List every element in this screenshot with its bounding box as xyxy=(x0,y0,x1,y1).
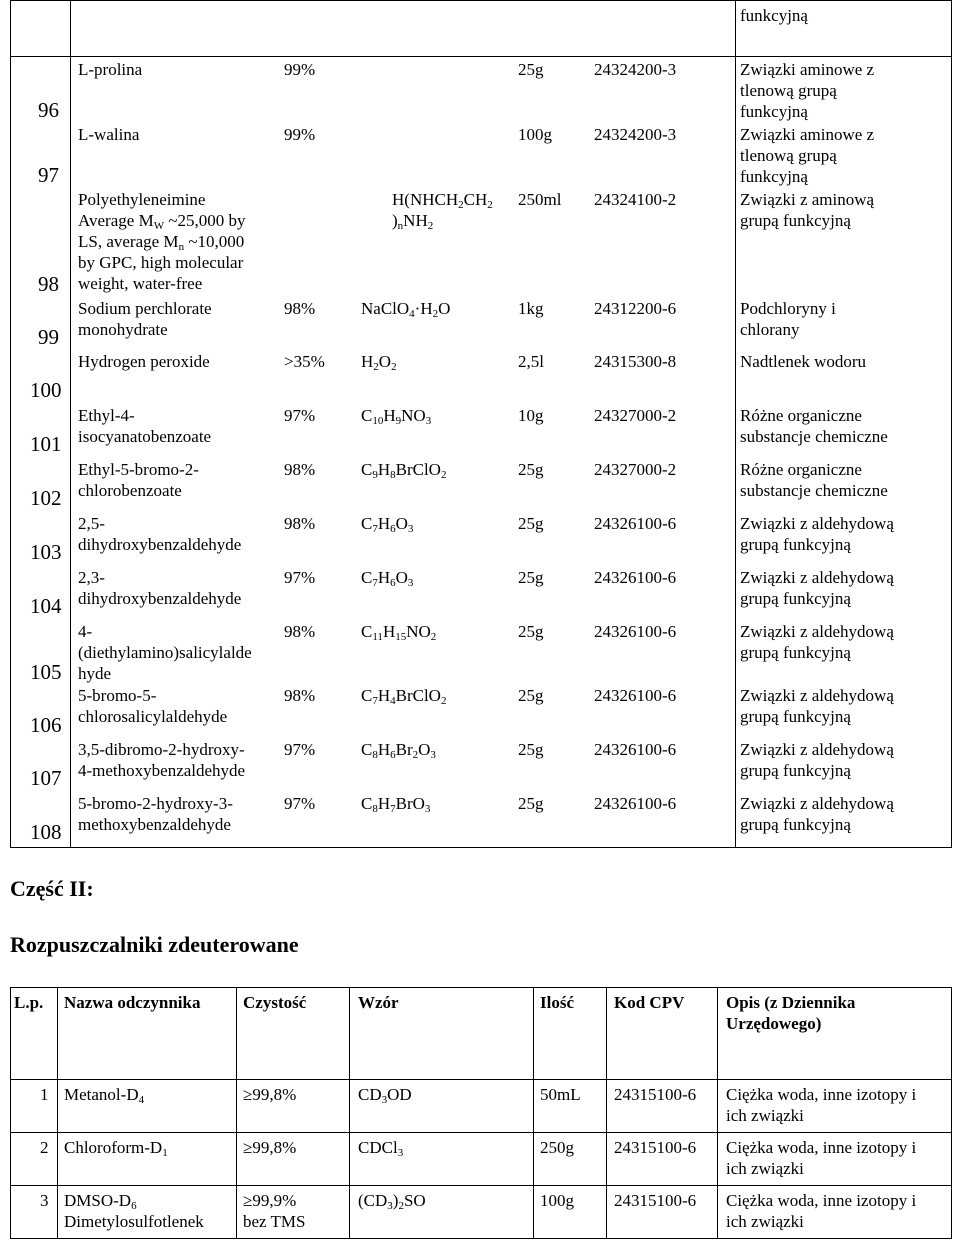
cpv-code: 24326100-6 xyxy=(594,740,677,759)
reagent-name: 2,5- dihydroxybenzaldehyde xyxy=(78,514,242,554)
table1-bottom-border xyxy=(10,847,952,848)
quantity: 25g xyxy=(518,60,544,79)
table2-row-border xyxy=(10,1185,952,1186)
header-formula: Wzór xyxy=(358,993,399,1012)
part-title: Część II: xyxy=(10,876,94,901)
chemical-formula: $CD_3OD$ xyxy=(358,1085,412,1106)
chemical-formula: $(CD_3)_2SO$ xyxy=(358,1191,426,1212)
description: Ciężka woda, inne izotopy i ich związki xyxy=(726,1138,917,1178)
table1-right-border xyxy=(951,0,952,848)
table1-col-divider xyxy=(735,0,736,848)
cpv-code: 24315100-6 xyxy=(614,1085,697,1104)
quantity: 250g xyxy=(540,1138,574,1157)
chemical-formula: $C_8H_7BrO_3$ xyxy=(361,794,431,815)
chemical-formula: $C_9H_8BrClO_2$ xyxy=(361,460,447,481)
chemical-formula: $C_7H_4BrClO_2$ xyxy=(361,686,447,707)
table1-header-border xyxy=(10,56,952,57)
description: Ciężka woda, inne izotopy i ich związki xyxy=(726,1191,917,1231)
purity: ≥99,8% xyxy=(243,1138,297,1157)
cpv-code: 24315100-6 xyxy=(614,1191,697,1210)
purity: 98% xyxy=(284,514,316,533)
row-number: 107 xyxy=(30,766,62,790)
description: Podchloryny i chlorany xyxy=(740,299,836,339)
cpv-code: 24326100-6 xyxy=(594,568,677,587)
row-number: 99 xyxy=(38,325,59,349)
row-number: 1 xyxy=(40,1085,49,1104)
header-lp: L.p. xyxy=(14,993,44,1012)
purity: 98% xyxy=(284,299,316,318)
cpv-code: 24324200-3 xyxy=(594,125,677,144)
header-description: Opis (z Dziennika Urzędowego) xyxy=(726,993,856,1033)
quantity: 250ml xyxy=(518,190,562,209)
quantity: 25g xyxy=(518,794,544,813)
cpv-code: 24315100-6 xyxy=(614,1138,697,1157)
table2-col-divider xyxy=(236,987,237,1239)
cpv-code: 24326100-6 xyxy=(594,686,677,705)
cpv-code: 24327000-2 xyxy=(594,406,677,425)
description: Różne organiczne substancje chemiczne xyxy=(740,406,888,446)
cpv-code: 24312200-6 xyxy=(594,299,677,318)
purity: 99% xyxy=(284,60,316,79)
reagent-name: 3,5-dibromo-2-hydroxy- 4-methoxybenzaldehyde xyxy=(78,740,246,780)
reagent-name: L-prolina xyxy=(78,60,143,79)
row-number: 108 xyxy=(30,820,62,844)
quantity: 25g xyxy=(518,460,544,479)
quantity: 2,5l xyxy=(518,352,544,371)
description: Związki z aldehydową grupą funkcyjną xyxy=(740,686,894,726)
chemical-formula: CDCl$_3$ xyxy=(358,1138,404,1159)
chemical-formula: $C_8H_6Br_2O_3$ xyxy=(361,740,436,761)
reagent-name: DMSO-$D_6$ Dimetylosulfotlenek xyxy=(64,1191,204,1231)
table2-top-border xyxy=(10,987,952,988)
purity: 97% xyxy=(284,740,316,759)
table1-col-divider xyxy=(70,0,71,848)
quantity: 100g xyxy=(518,125,552,144)
purity: 98% xyxy=(284,460,316,479)
cpv-code: 24326100-6 xyxy=(594,622,677,641)
header-purity: Czystość xyxy=(243,993,307,1012)
chemical-formula: $NaClO_4\cdot H_2O$ xyxy=(361,299,451,320)
header-cpv: Kod CPV xyxy=(614,993,685,1012)
purity: >35% xyxy=(284,352,325,371)
description: Związki z aldehydową grupą funkcyjną xyxy=(740,514,894,554)
row-number: 97 xyxy=(38,163,59,187)
table2-col-divider xyxy=(349,987,350,1239)
chemical-formula: $H_2O_2$ xyxy=(361,352,397,373)
row-number: 102 xyxy=(30,486,62,510)
row-number: 100 xyxy=(30,378,62,402)
quantity: 100g xyxy=(540,1191,574,1210)
section-subtitle: Rozpuszczalniki zdeuterowane xyxy=(10,932,299,957)
row-number: 106 xyxy=(30,713,62,737)
quantity: 25g xyxy=(518,622,544,641)
table1-top-border xyxy=(10,0,952,1)
table2-col-divider xyxy=(606,987,607,1239)
reagent-name: Hydrogen peroxide xyxy=(78,352,210,371)
description: Związki z aminową grupą funkcyjną xyxy=(740,190,875,230)
table2-col-divider xyxy=(57,987,58,1239)
cpv-code: 24324100-2 xyxy=(594,190,677,209)
purity: 99% xyxy=(284,125,316,144)
chemical-formula: $C_{10}H_9NO_3$ xyxy=(361,406,432,427)
reagent-name: Chloroform-$D_1$ xyxy=(64,1138,168,1159)
table2-col-divider xyxy=(717,987,718,1239)
purity: 97% xyxy=(284,406,316,425)
cpv-code: 24315300-8 xyxy=(594,352,677,371)
description: Związki aminowe z tlenową grupą funkcyjną xyxy=(740,60,875,121)
table2-left-border xyxy=(10,987,11,1239)
table2-row-border xyxy=(10,1079,952,1080)
description: Różne organiczne substancje chemiczne xyxy=(740,460,888,500)
row-number: 96 xyxy=(38,98,59,122)
description: Związki aminowe z tlenową grupą funkcyjną xyxy=(740,125,875,186)
row-number: 105 xyxy=(30,660,62,684)
table1-left-border xyxy=(10,0,11,848)
cpv-code: 24326100-6 xyxy=(594,794,677,813)
chemical-formula: $C_7H_6O_3$ xyxy=(361,568,414,589)
description: Związki z aldehydową grupą funkcyjną xyxy=(740,622,894,662)
quantity: 25g xyxy=(518,514,544,533)
description: Związki z aldehydową grupą funkcyjną xyxy=(740,568,894,608)
reagent-name: Ethyl-4- isocyanatobenzoate xyxy=(78,406,212,446)
purity: 97% xyxy=(284,794,316,813)
description: Ciężka woda, inne izotopy i ich związki xyxy=(726,1085,917,1125)
row-number: 2 xyxy=(40,1138,49,1157)
table2-right-border xyxy=(951,987,952,1239)
header-quantity: Ilość xyxy=(540,993,574,1012)
quantity: 25g xyxy=(518,686,544,705)
purity: ≥99,9% bez TMS xyxy=(243,1191,306,1231)
cpv-code: 24324200-3 xyxy=(594,60,677,79)
header-name: Nazwa odczynnika xyxy=(64,993,201,1012)
description: Nadtlenek wodoru xyxy=(740,352,867,371)
cpv-code: 24326100-6 xyxy=(594,514,677,533)
reagent-name: 4- (diethylamino)salicylalde hyde xyxy=(78,622,252,683)
table2-bottom-border xyxy=(10,1238,952,1239)
purity: 98% xyxy=(284,686,316,705)
row-number: 104 xyxy=(30,594,62,618)
chemical-formula: $C_7H_6O_3$ xyxy=(361,514,414,535)
row-number: 3 xyxy=(40,1191,49,1210)
table2-row-border xyxy=(10,1132,952,1133)
quantity: 10g xyxy=(518,406,544,425)
table2-col-divider xyxy=(533,987,534,1239)
reagent-name: Ethyl-5-bromo-2- chlorobenzoate xyxy=(78,460,199,500)
cpv-code: 24327000-2 xyxy=(594,460,677,479)
reagent-name: 5-bromo-5- chlorosalicylaldehyde xyxy=(78,686,228,726)
quantity: 25g xyxy=(518,568,544,587)
purity: ≥99,8% xyxy=(243,1085,297,1104)
purity: 98% xyxy=(284,622,316,641)
reagent-name: Polyethyleneimine Average $M_W$ ~25,000 by LS, average $M_n$ ~10,000 by GPC, high molecular weight, water-free xyxy=(78,190,246,293)
description: Związki z aldehydową grupą funkcyjną xyxy=(740,740,894,780)
chemical-formula: $H(NHCH_2CH_2$ )$_nNH_2$ xyxy=(392,190,493,232)
continued-description: funkcyjną xyxy=(740,6,808,25)
purity: 97% xyxy=(284,568,316,587)
description: Związki z aldehydową grupą funkcyjną xyxy=(740,794,894,834)
chemical-formula: $C_{11}H_{15}NO_2$ xyxy=(361,622,437,643)
reagent-name: 2,3- dihydroxybenzaldehyde xyxy=(78,568,242,608)
reagent-name: Metanol-$D_4$ xyxy=(64,1085,145,1106)
reagent-name: L-walina xyxy=(78,125,140,144)
row-number: 98 xyxy=(38,272,59,296)
quantity: 1kg xyxy=(518,299,544,318)
quantity: 25g xyxy=(518,740,544,759)
row-number: 101 xyxy=(30,432,62,456)
reagent-name: Sodium perchlorate monohydrate xyxy=(78,299,212,339)
reagent-name: 5-bromo-2-hydroxy-3- methoxybenzaldehyde xyxy=(78,794,233,834)
quantity: 50mL xyxy=(540,1085,581,1104)
row-number: 103 xyxy=(30,540,62,564)
